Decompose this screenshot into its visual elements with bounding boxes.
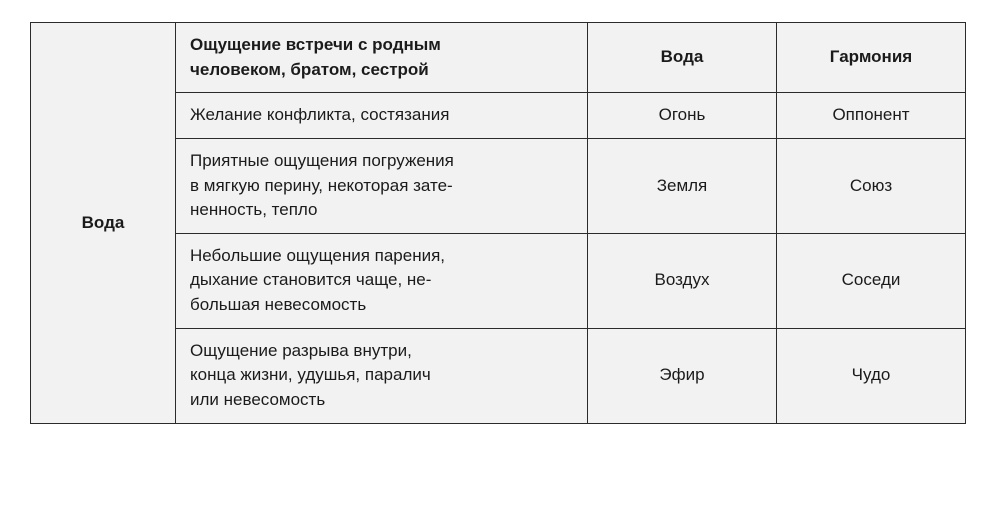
row-harmony: Чудо (777, 328, 966, 423)
row-harmony: Соседи (777, 233, 966, 328)
row-description-line: конца жизни, удушья, паралич (190, 365, 431, 385)
row-description-line: дыхание становится чаще, не- (190, 270, 432, 290)
row-element: Воздух (588, 233, 777, 328)
row-description-line: Желание конфликта, состязания (190, 105, 450, 125)
row-description-line: или невесомость (190, 390, 326, 410)
row-description-line: Небольшие ощущения парения, (190, 245, 446, 265)
header-description-line-1: Ощущение встречи с родным (190, 35, 441, 54)
header-description (176, 23, 588, 93)
row-element: Эфир (588, 328, 777, 423)
row-description (176, 93, 588, 139)
row-description (176, 328, 588, 423)
table-row (31, 23, 966, 93)
row-description (176, 138, 588, 233)
header-description-line-2: человеком, братом, сестрой (190, 59, 429, 79)
row-group-label: Вода (31, 23, 176, 424)
row-description-line: Ощущение разрыва внутри, (190, 340, 412, 360)
elements-correspondence-table (30, 22, 966, 424)
row-harmony: Союз (777, 138, 966, 233)
row-description-line: большая невесомость (190, 295, 367, 315)
header-element: Вода (588, 23, 777, 93)
row-description-line: Приятные ощущения погружения (190, 150, 454, 170)
row-harmony: Оппонент (777, 93, 966, 139)
row-description-line: в мягкую перину, некоторая зате- (190, 175, 453, 195)
header-harmony: Гармония (777, 23, 966, 93)
row-description (176, 233, 588, 328)
row-description-line: ненность, тепло (190, 200, 318, 220)
row-element: Земля (588, 138, 777, 233)
row-element: Огонь (588, 93, 777, 139)
